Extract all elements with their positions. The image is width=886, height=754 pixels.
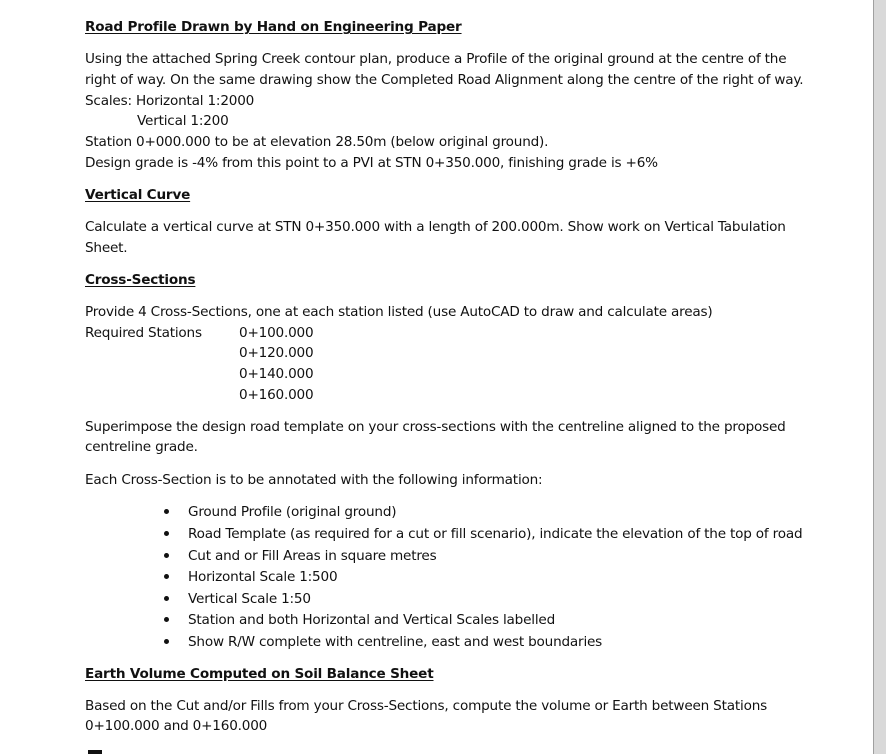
scales-vertical: Vertical 1:200 — [137, 113, 229, 129]
cut-off-text-fragment — [88, 750, 102, 754]
annotation-intro: Each Cross-Section is to be annotated with the following information: — [85, 472, 543, 488]
station-item: 0+160.000 — [239, 387, 314, 403]
profile-paragraph-line-1: Using the attached Spring Creek contour plan, produce a Profile of the original ground at the centre of the — [85, 51, 787, 67]
bullet-icon — [164, 531, 169, 536]
design-grade-line: Design grade is -4% from this point to a PVI at STN 0+350.000, finishing grade is +6% — [85, 155, 658, 171]
bullet-icon — [164, 617, 169, 622]
station-item: 0+120.000 — [239, 345, 314, 361]
scales-horizontal: Scales: Horizontal 1:2000 — [85, 93, 255, 109]
bullet-item: Station and both Horizontal and Vertical Scales labelled — [188, 612, 556, 628]
bullet-item: Cut and or Fill Areas in square metres — [188, 548, 437, 564]
heading-vertical-curve: Vertical Curve — [85, 187, 191, 203]
profile-paragraph-line-2: right of way. On the same drawing show the Completed Road Alignment along the centre of the right of way. — [85, 72, 804, 88]
bullet-icon — [164, 574, 169, 579]
station-item: 0+140.000 — [239, 366, 314, 382]
heading-road-profile: Road Profile Drawn by Hand on Engineering Paper — [85, 19, 462, 35]
bullet-item: Show R/W complete with centreline, east and west boundaries — [188, 634, 603, 650]
station-elevation-line: Station 0+000.000 to be at elevation 28.50m (below original ground). — [85, 134, 549, 150]
vertical-curve-line-1: Calculate a vertical curve at STN 0+350.000 with a length of 200.000m. Show work on Vertical Tabulation — [85, 219, 786, 235]
station-item: 0+100.000 — [239, 325, 314, 341]
window-right-edge — [873, 0, 886, 754]
bullet-icon — [164, 596, 169, 601]
bullet-icon — [164, 639, 169, 644]
bullet-item: Vertical Scale 1:50 — [188, 591, 311, 607]
earth-volume-line-2: 0+100.000 and 0+160.000 — [85, 718, 268, 734]
earth-volume-line-1: Based on the Cut and/or Fills from your Cross-Sections, compute the volume or Earth between Stations — [85, 698, 767, 714]
required-stations-label: Required Stations — [85, 325, 202, 341]
superimpose-line-2: centreline grade. — [85, 439, 198, 455]
vertical-curve-line-2: Sheet. — [85, 240, 128, 256]
superimpose-line-1: Superimpose the design road template on your cross-sections with the centreline aligned to the proposed — [85, 419, 786, 435]
heading-cross-sections: Cross-Sections — [85, 272, 196, 288]
bullet-icon — [164, 509, 169, 514]
bullet-icon — [164, 553, 169, 558]
bullet-item: Ground Profile (original ground) — [188, 504, 397, 520]
bullet-item: Horizontal Scale 1:500 — [188, 569, 338, 585]
bullet-item: Road Template (as required for a cut or fill scenario), indicate the elevation of the top of road — [188, 526, 803, 542]
cross-sections-paragraph: Provide 4 Cross-Sections, one at each station listed (use AutoCAD to draw and calculate areas) — [85, 304, 713, 320]
heading-earth-volume: Earth Volume Computed on Soil Balance Sheet — [85, 666, 434, 682]
